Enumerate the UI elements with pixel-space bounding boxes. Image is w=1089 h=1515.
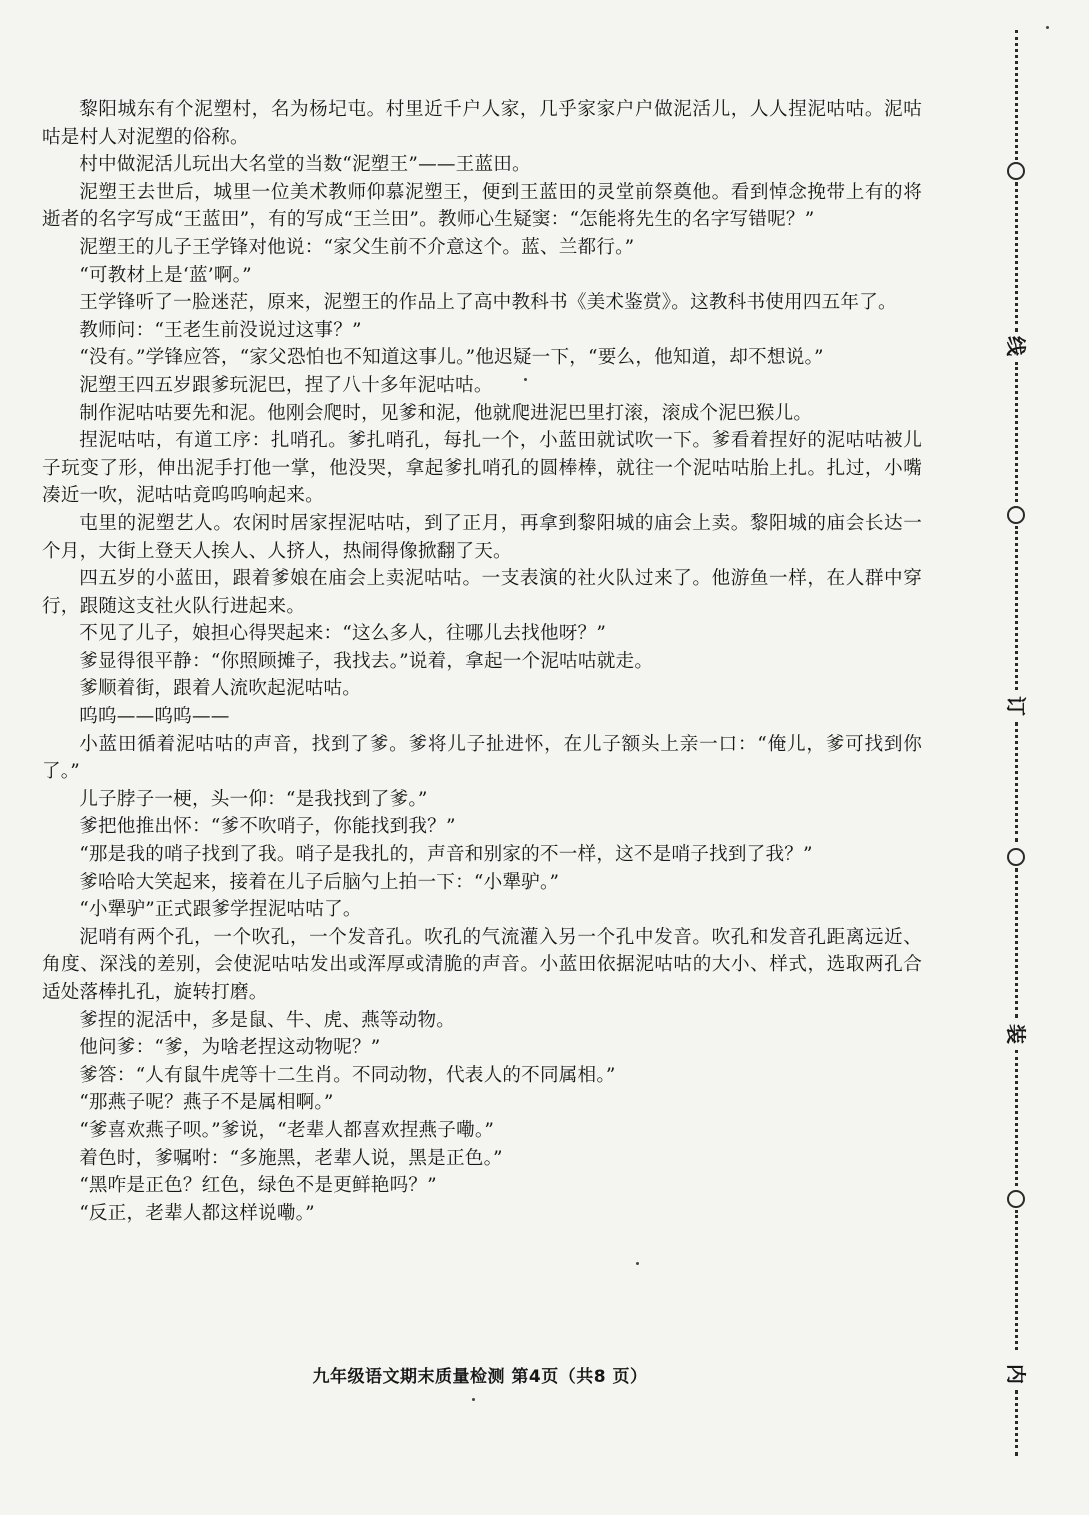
binding-hole-icon (1007, 506, 1025, 524)
article-paragraph: “爹喜欢燕子呗。”爹说，“老辈人都喜欢捏燕子嘞。” (79, 1119, 495, 1141)
article-paragraph: 爹顺着街，跟着人流吹起泥咕咕。 (79, 678, 362, 700)
binding-char-zhuang: 装 (1004, 1024, 1028, 1044)
binding-line (1004, 30, 1028, 1460)
binding-dots (1015, 1390, 1018, 1456)
article-paragraph: 爹把他推出怀：“爹不吹哨子，你能找到我？” (79, 816, 456, 838)
article-paragraph: 小蓝田循着泥咕咕的声音，找到了爹。爹将儿子扯进怀，在儿子额头上亲一口：“俺儿，爹可找到你了。” (42, 733, 922, 783)
article-paragraph: “可教材上是‘蓝’啊。” (79, 264, 252, 286)
article-paragraph: 教师问：“王老生前没说过这事？” (79, 319, 362, 341)
article-paragraph: 泥塑王去世后，城里一位美术教师仰慕泥塑王，便到王蓝田的灵堂前祭奠他。看到悼念挽带上有的将逝者的名字写成“王蓝田”，有的写成“王兰田”。教师心生疑窦：“怎能将先生的名字写错呢？” (42, 181, 922, 231)
article-paragraph: 爹显得很平静：“你照顾摊子，我找去。”说着，拿起一个泥咕咕就走。 (79, 650, 654, 672)
article-paragraph: 不见了儿子，娘担心得哭起来：“这么多人，往哪儿去找他呀？” (79, 623, 607, 645)
article-paragraph: 制作泥咕咕要先和泥。他刚会爬时，见爹和泥，他就爬进泥巴里打滚，滚成个泥巴猴儿。 (79, 402, 813, 424)
article-paragraph: “小犟驴”正式跟爹学捏泥咕咕了。 (79, 899, 362, 921)
binding-char-xian: 线 (1004, 336, 1028, 356)
article-paragraph: 爹捏的泥活中，多是鼠、牛、虎、燕等动物。 (79, 1009, 456, 1031)
binding-hole-icon (1007, 1190, 1025, 1208)
article-paragraph: 泥塑王四五岁跟爹玩泥巴，捏了八十多年泥咕咕。 (79, 374, 493, 396)
article-paragraph: “那燕子呢？燕子不是属相啊。” (79, 1092, 334, 1114)
page-footer: 九年级语文期末质量检测 第4页（共8 页） (312, 1367, 648, 1387)
binding-dots (1015, 868, 1018, 1018)
article-paragraph: 捏泥咕咕，有道工序：扎哨孔。爹扎哨孔，每扎一个，小蓝田就试吹一下。爹看着捏好的泥咕咕被儿子玩变了形，伸出泥手打他一掌，他没哭，拿起爹扎哨孔的圆棒棒，就往一个泥咕咕胎上扎。扎过，小嘴凑近一吹，泥咕咕竟呜呜响起来。 (42, 430, 922, 507)
binding-dots (1015, 182, 1018, 332)
article-paragraph: 呜呜——呜呜—— (79, 706, 230, 728)
article-paragraph: 着色时，爹嘱咐：“多施黑，老辈人说，黑是正色。” (79, 1147, 503, 1169)
binding-char-nei: 内 (1004, 1364, 1028, 1384)
binding-dots (1015, 30, 1018, 160)
article-paragraph: 儿子脖子一梗，头一仰：“是我找到了爹。” (79, 788, 428, 810)
binding-hole-icon (1007, 848, 1025, 866)
article-paragraph: “那是我的哨子找到了我。哨子是我扎的，声音和别家的不一样，这不是哨子找到了我？” (79, 844, 813, 866)
binding-dots (1015, 722, 1018, 842)
article-paragraph: 爹哈哈大笑起来，接着在儿子后脑勺上拍一下：“小犟驴。” (79, 871, 560, 893)
binding-dots (1015, 362, 1018, 502)
article-paragraph: “反正，老辈人都这样说嘞。” (79, 1202, 315, 1224)
scan-speck (472, 1398, 475, 1401)
article-paragraph: “没有。”学锋应答，“家父恐怕也不知道这事儿。”他迟疑一下，“要么，他知道，却不想说。” (79, 347, 824, 369)
scan-speck (1046, 26, 1049, 29)
binding-dots (1015, 1050, 1018, 1186)
article-paragraph: 屯里的泥塑艺人。农闲时居家捏泥咕咕，到了正月，再拿到黎阳城的庙会上卖。黎阳城的庙会长达一个月，大街上登天人挨人、人挤人，热闹得像掀翻了天。 (42, 512, 922, 562)
article-paragraph: 他问爹：“爹，为啥老捏这动物呢？” (79, 1037, 381, 1059)
scan-speck (524, 378, 527, 381)
binding-char-ding: 订 (1004, 696, 1028, 716)
binding-dots (1015, 526, 1018, 690)
article-paragraph: 爹答：“人有鼠牛虎等十二生肖。不同动物，代表人的不同属相。” (79, 1064, 616, 1086)
binding-dots (1015, 1210, 1018, 1350)
scan-speck (636, 1262, 639, 1265)
article-paragraph: 泥塑王的儿子王学锋对他说：“家父生前不介意这个。蓝、兰都行。” (79, 236, 635, 258)
article-paragraph: “黑咋是正色？红色，绿色不是更鲜艳吗？” (79, 1175, 437, 1197)
binding-hole-icon (1007, 162, 1025, 180)
article-paragraph: 泥哨有两个孔，一个吹孔，一个发音孔。吹孔的气流灌入另一个孔中发音。吹孔和发音孔距离远近、角度、深浅的差别，会使泥咕咕发出或浑厚或清脆的声音。小蓝田依据泥咕咕的大小、样式，选取两孔合适处落棒扎孔，旋转打磨。 (42, 926, 922, 1003)
article-body (42, 96, 922, 1227)
article-paragraph: 村中做泥活儿玩出大名堂的当数“泥塑王”——王蓝田。 (79, 154, 531, 176)
article-paragraph: 黎阳城东有个泥塑村，名为杨圮屯。村里近千户人家，几乎家家户户做泥活儿，人人捏泥咕咕。泥咕咕是村人对泥塑的俗称。 (42, 99, 922, 148)
article-paragraph: 王学锋听了一脸迷茫，原来，泥塑王的作品上了高中教科书《美术鉴赏》。这教科书使用四五年了。 (79, 292, 897, 314)
article-paragraph: 四五岁的小蓝田，跟着爹娘在庙会上卖泥咕咕。一支表演的社火队过来了。他游鱼一样，在人群中穿行，跟随这支社火队行进起来。 (42, 568, 922, 617)
